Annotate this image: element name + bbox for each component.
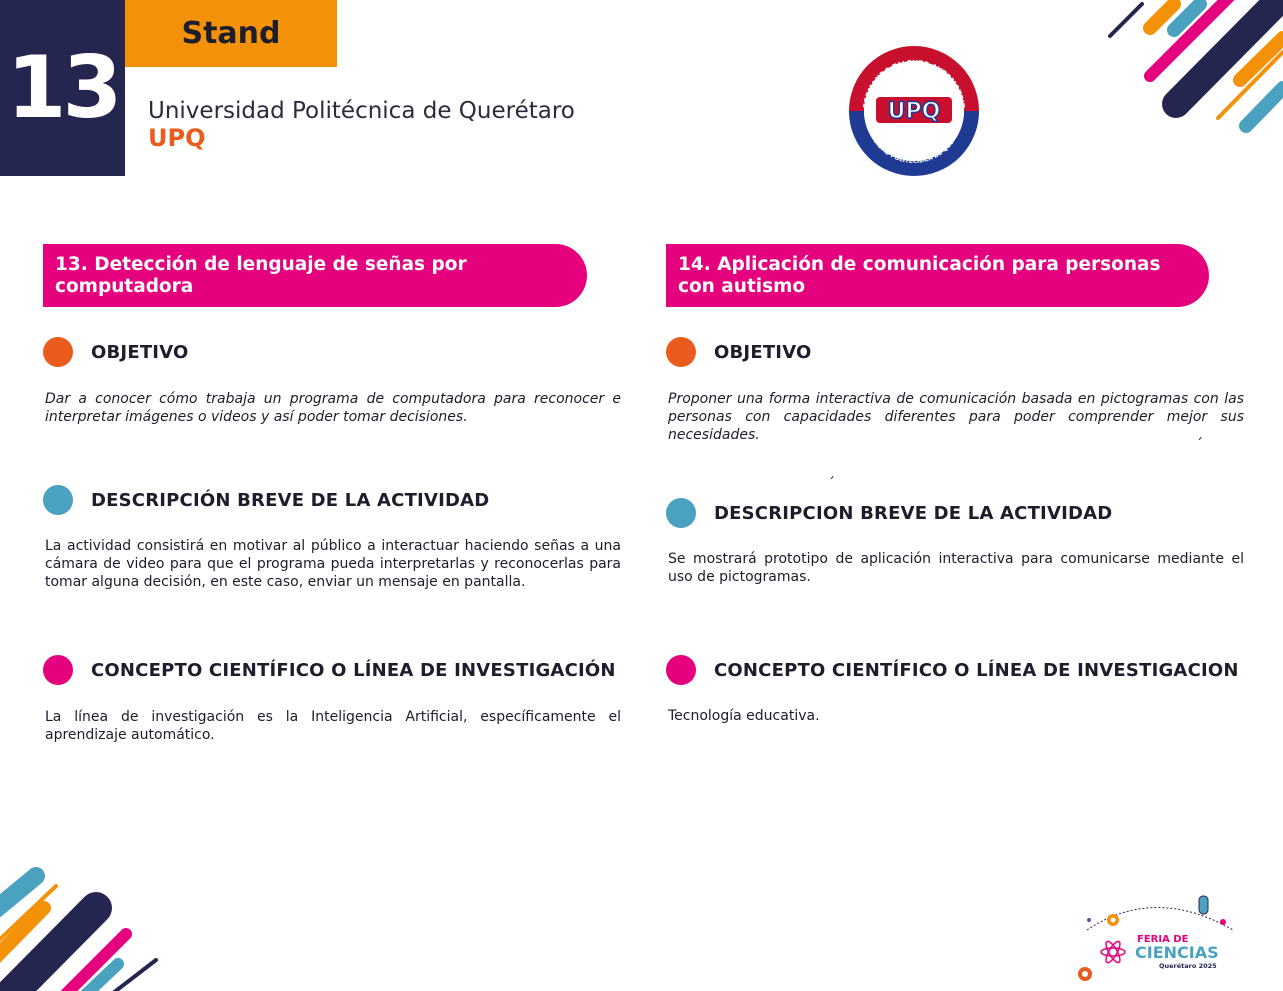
objetivo-bullet-icon xyxy=(43,337,73,367)
university-abbr: UPQ xyxy=(148,124,206,152)
project-13-concepto-text: La línea de investigación es la Inteligencia Artificial, específicamente el aprendizaje automático. xyxy=(45,709,621,743)
project-14-objetivo-text: Proponer una forma interactiva de comunicación basada en pictogramas con las personas con capacidades diferentes para poder comprender mejor sus necesidades. xyxy=(668,391,1244,443)
stand-number: 13 xyxy=(0,0,125,176)
descripcion-bullet-icon xyxy=(43,485,73,515)
project-14-title-banner xyxy=(666,244,1209,307)
stray-accent-mark: ´ xyxy=(828,476,835,492)
stand-label: Stand xyxy=(125,0,337,67)
project-13-objetivo-text: Dar a conocer cómo trabaja un programa de computadora para reconocer e interpretar imágenes o videos y así poder tomar decisiones. xyxy=(45,391,621,425)
objetivo-bullet-icon xyxy=(666,337,696,367)
descripcion-bullet-icon xyxy=(666,498,696,528)
logo-top-text: FORMANDO TALENTO AUTOMOTRIZ xyxy=(862,58,966,109)
project-14-concepto-heading: CONCEPTO CIENTÍFICO O LÍNEA DE INVESTIGACION xyxy=(714,660,1239,681)
project-14-objetivo-heading: OBJETIVO xyxy=(714,342,812,363)
project-14-descripcion-heading: DESCRIPCION BREVE DE LA ACTIVIDAD xyxy=(714,503,1113,524)
decorative-stripes-bottom xyxy=(0,860,170,991)
project-14-title-line2: con autismo xyxy=(678,275,806,297)
project-13-objetivo-heading: OBJETIVO xyxy=(91,342,189,363)
fair-logo-line2: CIENCIAS xyxy=(1135,943,1219,962)
project-13-descripcion-text: La actividad consistirá en motivar al público a interactuar haciendo señas a una cámara de video para que el programa pueda interpretarlas y reconocerlas para tomar alguna decisión, en este caso, enviar un mensaje en pantalla. xyxy=(45,538,621,590)
stray-accent-mark: ´ xyxy=(1196,437,1203,453)
project-14-concepto-text: Tecnología educativa. xyxy=(668,708,820,724)
logo-bottom-text: UNIVERSIDAD POLITÉCNICA DE QUERÉTARO xyxy=(863,116,965,166)
project-14-descripcion-text: Se mostrará prototipo de aplicación interactiva para comunicarse mediante el uso de pictogramas. xyxy=(668,551,1244,585)
project-13-title-banner xyxy=(43,244,587,307)
feria-de-ciencias-logo xyxy=(1075,890,1240,985)
project-13-title: 13. Detección de lenguaje de señas por computadora xyxy=(55,253,467,297)
concepto-bullet-icon xyxy=(43,655,73,685)
university-name: Universidad Politécnica de Querétaro xyxy=(148,98,575,124)
upq-logo xyxy=(846,43,982,179)
fair-logo-line3: Querétaro 2025 xyxy=(1159,962,1217,970)
project-13-descripcion-heading: DESCRIPCIÓN BREVE DE LA ACTIVIDAD xyxy=(91,490,490,511)
concepto-bullet-icon xyxy=(666,655,696,685)
logo-center-text: UPQ xyxy=(887,99,941,124)
fair-logo-line1: FERIA DE xyxy=(1137,934,1189,945)
decorative-stripes-top xyxy=(1100,0,1283,140)
project-13-concepto-heading: CONCEPTO CIENTÍFICO O LÍNEA DE INVESTIGACIÓN xyxy=(91,660,616,681)
project-14-title-line1: 14. Aplicación de comunicación para personas xyxy=(678,253,1161,275)
